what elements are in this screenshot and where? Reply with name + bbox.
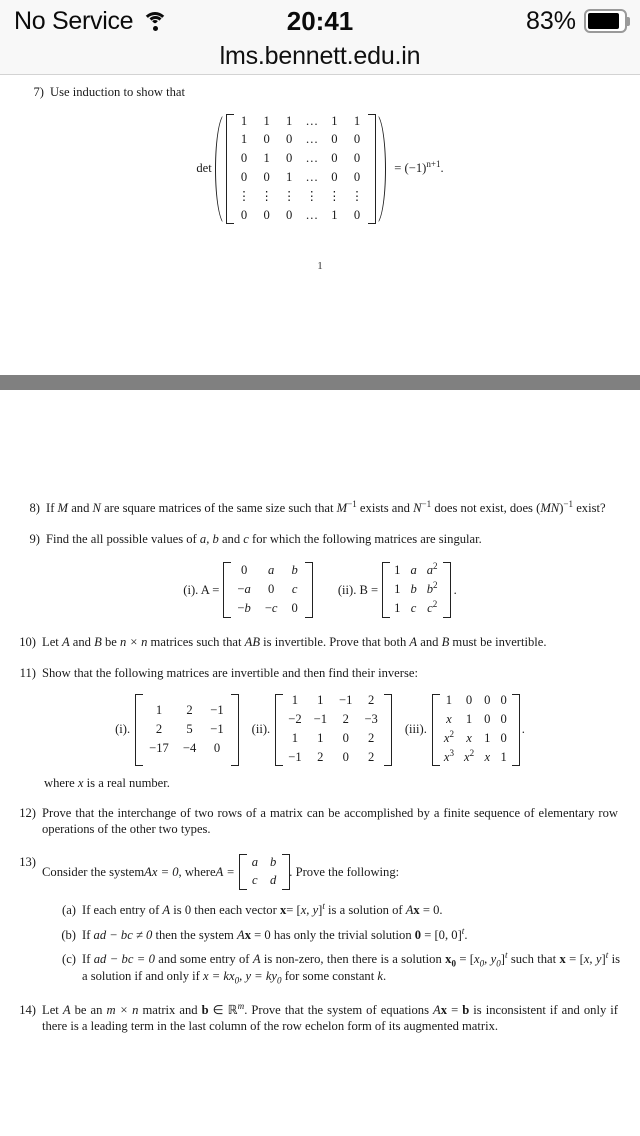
matrix-cell: ⋮: [282, 189, 296, 204]
matrix-row: [142, 701, 231, 720]
matrix-cell: 0: [240, 170, 248, 185]
question-11-matrices: [0, 694, 640, 766]
question-9-text: Find the all possible values of a, b and c for which the following matrices are singular.: [46, 532, 482, 547]
matrix-row: [282, 692, 384, 711]
matrix-row: [233, 169, 369, 188]
matrix-cell: …: [305, 132, 319, 147]
matrix-cell: c: [291, 582, 298, 597]
q11-ii-right-bracket: [384, 694, 391, 766]
matrix-row: [246, 872, 283, 890]
matrix-cell: 0: [353, 132, 361, 147]
question-12-text: Prove that the interchange of two rows of a matrix can be accomplished by a finite sequence of elementary row operations of the other two types.: [42, 805, 618, 837]
matrix-cell: 1: [240, 113, 248, 128]
browser-url-bar[interactable]: [0, 38, 640, 74]
question-10-number: 10): [19, 635, 36, 650]
q13c-label: (c): [62, 951, 76, 966]
question-13-number: 13): [19, 855, 36, 870]
matrix-cell: c: [252, 873, 258, 888]
question-13: [8, 854, 628, 890]
matrix-cell: 1: [291, 693, 299, 708]
q9-B-right-bracket: [443, 562, 450, 618]
matrix-cell: 1: [500, 750, 507, 765]
matrix-cell: 0: [331, 132, 338, 147]
matrix-row: [142, 720, 231, 739]
question-8-text: If M and N are square matrices of the same size such that $M^{-1}$ exists and $N^{-1}$ does not exist, does (MN)$^{-1}$ exist?: [46, 498, 606, 515]
matrix-cell: 0: [286, 151, 293, 166]
matrix-cell: −1: [288, 750, 302, 765]
page-1-number: 1: [317, 259, 323, 272]
matrix-cell: b: [270, 855, 277, 870]
q11-trailing-dot: .: [521, 722, 525, 737]
matrix-row: [282, 711, 384, 730]
matrix-cell: b: [410, 582, 417, 597]
matrix-cell: 1: [155, 702, 163, 717]
q9-B-left-bracket: [382, 562, 389, 618]
q13c-text: If ad − bc = 0 and some entry of A is non-zero, then there is a solution $x_0 = [x_0$, $y_0]^t$ such that x = [x, y]$^t$ is a solution if and only if $x = kx_0$, $y = ky_0$ for some constant k.: [82, 949, 621, 986]
question-7: [16, 84, 616, 101]
matrix-cell: a: [251, 855, 258, 870]
question-8: [12, 500, 626, 517]
matrix-cell: 1: [263, 113, 270, 128]
matrix-row: [246, 854, 283, 872]
matrix-cell: $b^2$: [426, 580, 438, 597]
matrix-q7: [233, 112, 369, 225]
matrix-cell: 0: [286, 207, 293, 222]
q13b-text: If ad − bc ≠ 0 then the system Ax = 0 has only the trivial solution 0 = [0, 0]$^t$.: [82, 925, 468, 942]
matrix-cell: 0: [353, 207, 361, 222]
matrix-row: [389, 600, 442, 619]
q13b-label: (b): [61, 927, 76, 942]
matrix-cell: 0: [286, 132, 293, 147]
matrix-row: [282, 730, 384, 749]
q9-A-right-bracket: [305, 562, 312, 618]
battery-percent-label: 83%: [525, 6, 576, 35]
question-14-text: Let A be an m × n matrix and b ∈ ℝ$^m$. Prove that the system of equations Ax = b is inconsistent if and only if there is a leading term in the last column of the row echelon form of its augmented matrix.: [42, 1000, 618, 1034]
question-14: [8, 1002, 628, 1035]
matrix-cell: …: [305, 151, 319, 166]
matrix-cell: 1: [317, 693, 324, 708]
matrix-cell: −3: [364, 712, 378, 727]
matrix-cell: ⋮: [328, 189, 341, 204]
matrix-q9-A-body: [230, 562, 304, 619]
matrix-row: [230, 600, 304, 619]
matrix-q9-B-body: [389, 562, 442, 619]
matrix-cell: 0: [353, 151, 361, 166]
matrix-cell: 0: [331, 170, 338, 185]
question-12: [8, 805, 628, 838]
pdf-page-2: [0, 390, 640, 1035]
matrix-cell: x: [446, 712, 452, 727]
matrix-cell: $x^3$: [443, 747, 455, 765]
matrix-cell: −a: [237, 582, 251, 597]
matrix-cell: 1: [286, 113, 293, 128]
matrix-cell: 0: [240, 207, 248, 222]
q11-iii-right-bracket: [512, 694, 519, 766]
battery-icon: [584, 9, 630, 33]
matrix-cell: x: [484, 750, 491, 765]
matrix-row: [142, 739, 231, 758]
q11-part-i-label: (i).: [115, 722, 131, 737]
question-12-number: 12): [19, 805, 36, 820]
matrix-cell: ⋮: [260, 189, 273, 204]
matrix-row: [233, 131, 369, 150]
matrix-cell: c: [410, 601, 417, 616]
matrix-cell: …: [305, 113, 319, 128]
matrix-cell: −1: [210, 721, 224, 736]
matrix-cell: 1: [465, 712, 473, 727]
matrix-cell: 1: [353, 113, 361, 128]
matrix-cell: 1: [445, 693, 453, 708]
matrix-row: [439, 749, 512, 768]
matrix-cell: 1: [291, 731, 299, 746]
matrix-cell: 2: [342, 712, 349, 727]
matrix-cell: 0: [263, 207, 270, 222]
matrix-cell: 1: [317, 731, 324, 746]
matrix-q9-B: [389, 562, 442, 619]
q9-part-i-label: (i). A =: [183, 582, 220, 597]
matrix-row: [233, 188, 369, 207]
matrix-cell: 0: [263, 170, 270, 185]
matrix-cell: −1: [313, 712, 328, 727]
q11-ii-left-bracket: [275, 694, 282, 766]
matrix-cell: x: [466, 731, 472, 746]
matrix-row: [233, 206, 369, 225]
question-13-subitems: [46, 902, 628, 986]
matrix-cell: 1: [394, 582, 401, 597]
q13-right-bracket: [282, 854, 289, 890]
matrix-q11-ii: [282, 692, 384, 768]
matrix-cell: …: [305, 170, 319, 185]
matrix-cell: 1: [240, 132, 248, 147]
matrix-cell: $x^2$: [464, 747, 475, 765]
matrix-q13-body: [246, 854, 283, 890]
q13-left-bracket: [239, 854, 246, 890]
matrix-cell: 1: [331, 113, 338, 128]
question-13-a: [46, 902, 628, 919]
status-bar-clock: 20:41: [286, 6, 354, 36]
pdf-document-viewport[interactable]: [0, 75, 640, 1136]
q11-iii-left-bracket: [432, 694, 439, 766]
q11-i-right-bracket: [231, 694, 238, 766]
question-14-number: 14): [19, 1002, 36, 1017]
question-10-text: Let A and B be n × n matrices such that AB is invertible. Prove that both A and B must be invertible.: [42, 635, 547, 650]
question-8-number: 8): [29, 500, 40, 515]
matrix-cell: −1: [339, 693, 353, 708]
matrix-cell: 0: [500, 693, 507, 708]
page-1-bottom-margin: [0, 272, 640, 375]
matrix-cell: 2: [186, 702, 193, 717]
matrix-row: [233, 150, 369, 169]
matrix-cell: 1: [394, 563, 401, 578]
matrix-row: [439, 711, 512, 730]
matrix-cell: −1: [210, 702, 224, 717]
question-11: [8, 665, 628, 682]
matrix-cell: 0: [331, 151, 338, 166]
matrix-cell: 0: [484, 693, 491, 708]
matrix-cell: −c: [264, 601, 278, 616]
matrix-cell: 1: [263, 151, 270, 166]
matrix-row: [230, 581, 304, 600]
right-paren: [375, 114, 386, 224]
question-11-note: where x is a real number.: [44, 775, 170, 790]
question-7-equation: [0, 114, 640, 224]
matrix-cell: b: [291, 563, 298, 578]
q13a-text: If each entry of A is 0 then each vector x= [x, y]$^t$ is a solution of Ax = 0.: [82, 900, 443, 918]
det-label: det: [196, 161, 212, 176]
matrix-cell: 5: [186, 721, 193, 736]
matrix-q11-i: [142, 701, 231, 758]
matrix-cell: d: [270, 873, 277, 888]
matrix-row: [230, 562, 304, 581]
matrix-cell: −2: [288, 712, 302, 727]
q9-part-ii-label: (ii). B =: [337, 582, 379, 597]
matrix-cell: 1: [286, 170, 293, 185]
matrix-q7-body: [233, 112, 369, 225]
matrix-cell: 0: [342, 731, 349, 746]
matrix-row: [439, 692, 512, 711]
matrix-cell: 1: [484, 731, 491, 746]
q9-trailing-dot: .: [453, 582, 457, 597]
matrix-cell: 0: [240, 563, 248, 578]
question-11-text: Show that the following matrices are invertible and then find their inverse:: [42, 665, 418, 680]
matrix-q11-iii: [439, 692, 512, 768]
matrix-cell: 0: [500, 712, 507, 727]
q11-part-ii-label: (ii).: [251, 722, 271, 737]
matrix-cell: 0: [291, 601, 298, 616]
matrix-q13: [246, 854, 283, 890]
question-9-matrices: [0, 562, 640, 618]
ios-status-bar: [0, 0, 640, 42]
matrix-cell: $x^2$: [443, 728, 455, 746]
matrix-cell: 2: [317, 750, 324, 765]
matrix-cell: 0: [268, 582, 275, 597]
page-separator-bar: [0, 375, 640, 390]
matrix-cell: 0: [263, 132, 270, 147]
matrix-row: [282, 749, 384, 768]
matrix-q11-ii-body: [282, 692, 384, 768]
question-10: [8, 634, 628, 651]
q11-part-iii-label: (iii).: [404, 722, 427, 737]
matrix-cell: ⋮: [305, 189, 319, 204]
matrix-cell: 0: [353, 170, 361, 185]
left-paren: [215, 114, 226, 224]
question-7-number: 7): [33, 85, 44, 99]
matrix-cell: 0: [240, 151, 248, 166]
question-7-text: Use induction to show that: [50, 85, 186, 99]
question-13-text: Consider the system Ax = 0 , where A = a b c d . Prove the following:: [42, 854, 628, 890]
pdf-page-1: [0, 75, 640, 375]
matrix-right-bracket: [368, 114, 375, 224]
q9-A-left-bracket: [223, 562, 230, 618]
matrix-cell: ⋮: [350, 189, 364, 204]
matrix-row: [389, 562, 442, 581]
matrix-cell: a: [410, 563, 417, 578]
matrix-cell: −b: [237, 601, 251, 616]
matrix-cell: 2: [367, 693, 375, 708]
matrix-cell: 0: [213, 740, 221, 755]
question-13-b: [46, 927, 628, 944]
matrix-cell: −17: [149, 740, 169, 755]
url-text: lms.bennett.edu.in: [219, 42, 421, 70]
matrix-cell: −4: [182, 740, 197, 755]
page-2-top-margin: [0, 390, 640, 500]
matrix-cell: a: [268, 563, 275, 578]
matrix-row: [439, 730, 512, 749]
matrix-row: [389, 581, 442, 600]
matrix-cell: 2: [367, 750, 375, 765]
matrix-q9-A: [230, 562, 304, 619]
matrix-cell: 0: [465, 693, 473, 708]
matrix-cell: 0: [484, 712, 491, 727]
matrix-row: [233, 112, 369, 131]
q11-i-left-bracket: [135, 694, 142, 766]
matrix-cell: 1: [394, 601, 401, 616]
matrix-cell: $c^2$: [427, 598, 438, 616]
carrier-label: No Service: [14, 6, 134, 35]
status-bar-right: [526, 0, 630, 42]
matrix-cell: …: [305, 207, 319, 222]
question-13-c: [46, 951, 628, 986]
matrix-left-bracket: [226, 114, 233, 224]
q13a-label: (a): [62, 903, 76, 918]
matrix-cell: 2: [155, 721, 163, 736]
question-7-rhs: = $(-1)^{n+1}$.: [394, 159, 444, 176]
matrix-cell: 0: [342, 750, 349, 765]
matrix-q11-iii-body: [439, 692, 512, 768]
question-11-number: 11): [19, 665, 36, 680]
matrix-cell: 2: [367, 731, 375, 746]
question-9: [12, 531, 626, 548]
question-9-number: 9): [29, 532, 40, 547]
matrix-q11-i-body: [142, 701, 231, 758]
matrix-cell: 1: [331, 207, 338, 222]
matrix-cell: 0: [500, 731, 507, 746]
matrix-cell: $a^2$: [426, 561, 438, 578]
matrix-cell: ⋮: [237, 189, 251, 204]
